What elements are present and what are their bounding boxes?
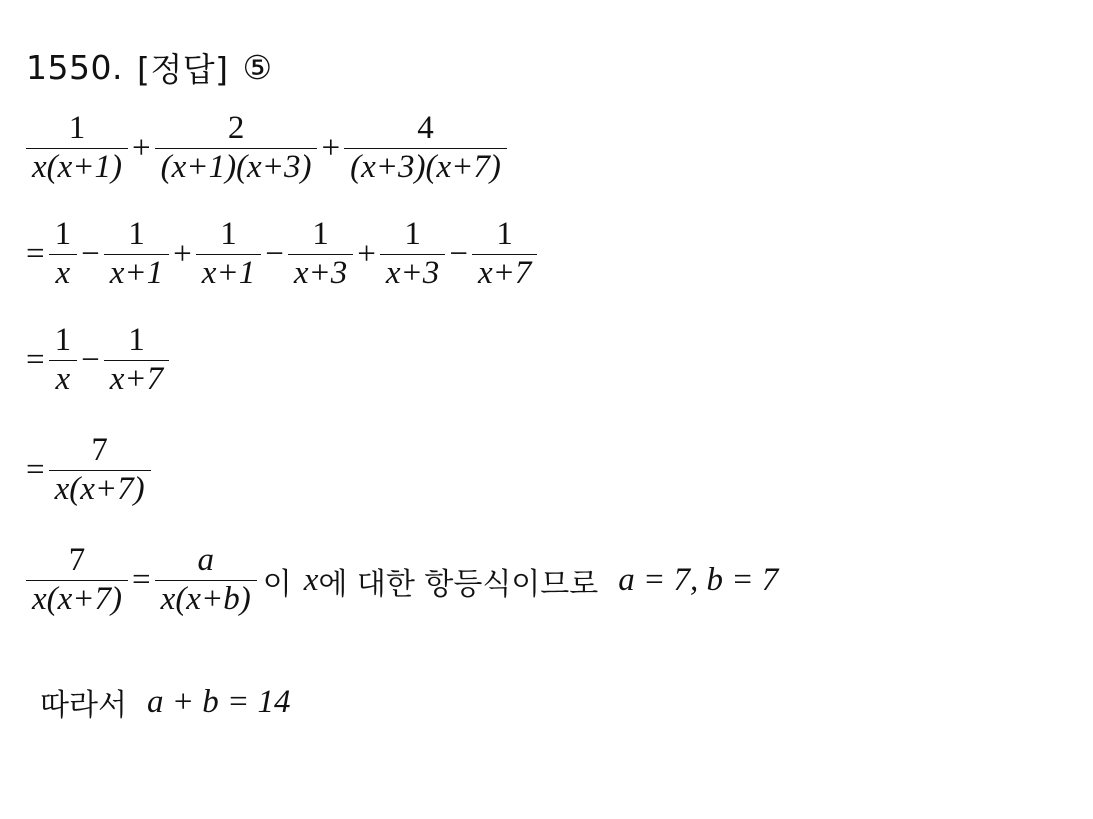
- denominator: x(x+1): [32, 149, 123, 186]
- plus-sign: +: [321, 130, 341, 167]
- fraction: [49, 322, 78, 399]
- text-particle: 이: [262, 566, 292, 602]
- minus-sign: −: [81, 342, 100, 379]
- problem-header: [26, 44, 273, 91]
- plus-sign: +: [132, 130, 151, 167]
- numerator: 1: [496, 216, 513, 252]
- fraction: [49, 432, 151, 509]
- equation-line-2: [26, 216, 537, 293]
- answer-label: [정답]: [136, 50, 229, 89]
- denominator: (x+1)(x+3): [160, 149, 312, 186]
- equals-sign: =: [26, 236, 45, 273]
- variable-x: x: [303, 562, 319, 599]
- numerator: 1: [128, 322, 145, 358]
- fraction: [380, 216, 445, 293]
- equation-line-4: [26, 432, 151, 509]
- numerator: a: [197, 542, 214, 578]
- denominator: x+3: [385, 255, 440, 292]
- equation-line-3: [26, 322, 169, 399]
- result-values: a = 7, b = 7: [618, 562, 779, 599]
- minus-sign: −: [265, 236, 284, 273]
- fraction: [26, 542, 128, 619]
- numerator: 7: [91, 432, 108, 468]
- answer-choice: ⑤: [242, 48, 273, 87]
- denominator: x+7: [109, 361, 164, 398]
- plus-sign: +: [357, 236, 376, 273]
- denominator: x+1: [109, 255, 164, 292]
- numerator: 4: [417, 110, 434, 146]
- fraction: [26, 110, 128, 187]
- denominator: (x+3)(x+7): [350, 149, 501, 186]
- equals-sign: =: [26, 342, 45, 379]
- numerator: 1: [54, 322, 72, 358]
- denominator: x(x+7): [32, 581, 123, 618]
- numerator: 1: [68, 110, 86, 146]
- fraction: [104, 322, 169, 399]
- numerator: 1: [54, 216, 72, 252]
- denominator: x(x+b): [160, 581, 251, 618]
- numerator: 1: [220, 216, 237, 252]
- therefore-text: 따라서: [40, 688, 127, 723]
- fraction: [288, 216, 353, 293]
- final-result: a + b = 14: [146, 683, 291, 720]
- fraction: [196, 216, 261, 293]
- fraction: [104, 216, 169, 293]
- fraction: [49, 216, 78, 293]
- numerator: 1: [404, 216, 421, 252]
- fraction: [155, 542, 257, 619]
- fraction: [472, 216, 537, 293]
- equals-sign: =: [132, 562, 151, 599]
- minus-sign: −: [449, 236, 468, 273]
- numerator: 2: [227, 110, 245, 146]
- equation-line-5: [26, 542, 778, 619]
- problem-number: 1550.: [26, 48, 123, 87]
- conclusion-line: [40, 680, 291, 724]
- denominator: x: [55, 361, 71, 398]
- minus-sign: −: [81, 236, 100, 273]
- denominator: x+7: [477, 255, 532, 292]
- numerator: 7: [68, 542, 86, 578]
- denominator: x+1: [201, 255, 256, 292]
- fraction: [155, 110, 318, 187]
- equation-line-1: [26, 110, 507, 187]
- denominator: x+3: [293, 255, 348, 292]
- identity-text: 에 대한 항등식이므로: [318, 566, 599, 602]
- fraction: [344, 110, 507, 187]
- plus-sign: +: [173, 236, 192, 273]
- denominator: x: [55, 255, 71, 292]
- equals-sign: =: [26, 452, 45, 489]
- numerator: 1: [128, 216, 145, 252]
- denominator: x(x+7): [54, 471, 145, 508]
- numerator: 1: [312, 216, 329, 252]
